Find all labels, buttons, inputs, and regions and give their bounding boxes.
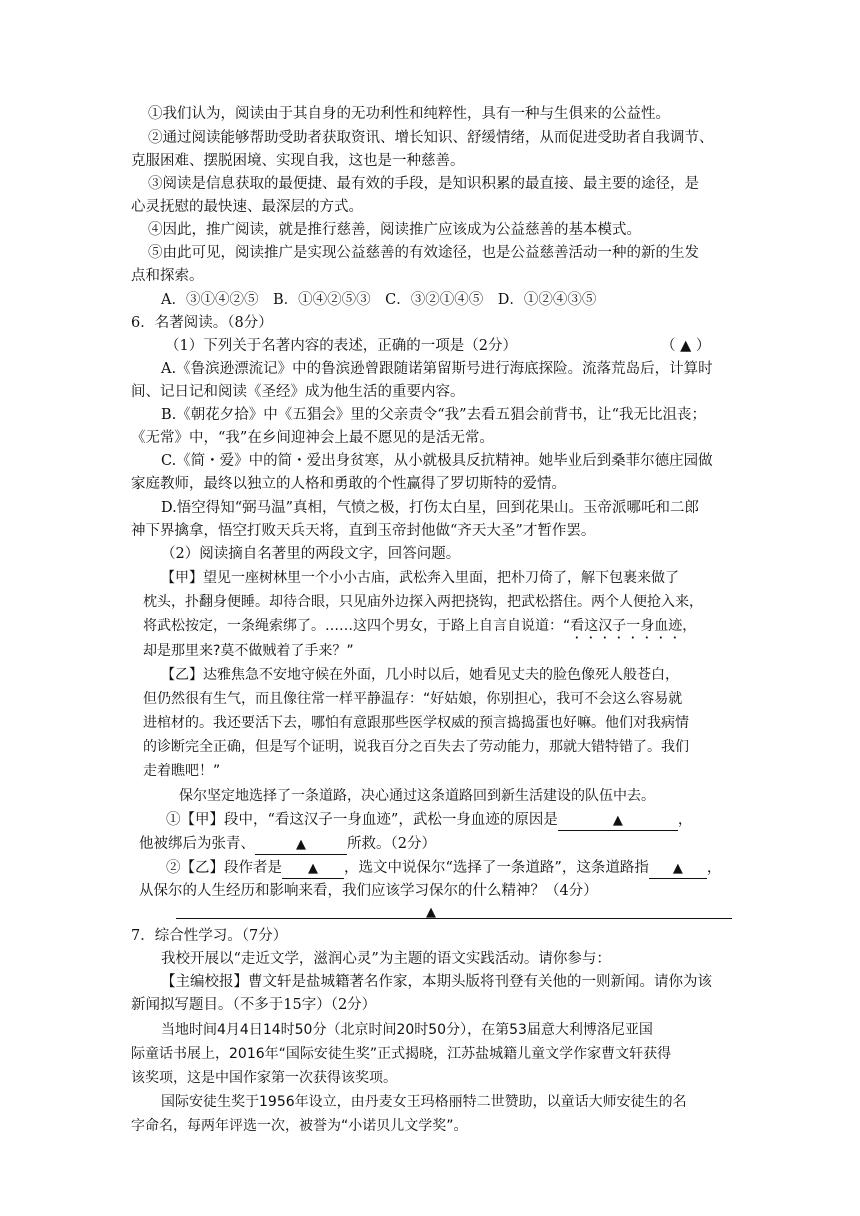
q6-part2-prompt: （2）阅读摘自名著里的两段文字，回答问题。: [161, 546, 461, 562]
q5-sentence-3-line2: 心灵抚慰的最快速、最深层的方式。: [131, 199, 363, 215]
news-line2: 际童话书展上，2016年“国际安徒生奖”正式揭晓，江苏盐城籍儿童文学作家曹文轩获得: [131, 1046, 672, 1062]
q5-sentence-3-line1: ③阅读是信息获取的最便捷、最有效的手段，是知识积累的最直接、最主要的途径，是: [148, 176, 699, 192]
q6-subquestion-1-line2: 他被绑后为张青、 ▲ 所救。（2分）: [139, 833, 436, 855]
excerpt-yi-line3: 进棺材的。我还要活下去，哪怕有意跟那些医学权威的预言捣捣蛋也好嘛。他们对我病情: [143, 715, 689, 731]
excerpt-yi-line6: 保尔坚定地选择了一条道路，决心通过这条道路回到新生活建设的队伍中去。: [179, 788, 655, 804]
excerpt-yi-line4: 的诊断完全正确，但是写个证明，说我百分之百失去了劳动能力，那就大错特错了。我们: [143, 739, 689, 755]
answer-blank[interactable]: [649, 859, 707, 879]
news-line1: 当地时间4月4日14时50分（北京时间20时50分），在第53届意大利博洛尼亚国: [161, 1022, 653, 1038]
triangle-mark-icon: ▲: [308, 861, 318, 876]
triangle-mark-icon: ▲: [612, 813, 623, 828]
q5-sentence-5-line1: ⑤由此可见，阅读推广是实现公益慈善的有效途径，也是公益慈善活动一种的新的生发: [148, 245, 699, 261]
excerpt-jia-line2: 枕头，扑翻身便睡。却待合眼，只见庙外边探入两把挠钩，把武松搭住。两个人便抢入来，: [143, 594, 703, 610]
q5-sentence-2-line1: ②通过阅读能够帮助受助者获取资讯、增长知识、舒缓情绪，从而促进受助者自我调节、: [148, 130, 714, 146]
q5-sentence-2-line2: 克服困难、摆脱困境、实现自我，这也是一种慈善。: [131, 153, 465, 169]
triangle-mark-icon: ▲: [296, 837, 306, 852]
answer-blank[interactable]: [558, 811, 678, 831]
emphasized-quote: 看这汉子一身血迹: [570, 618, 683, 634]
triangle-mark-icon: ▲: [426, 905, 436, 920]
q5-sentence-4: ④因此，推广阅读，就是推行慈善，阅读推广应该成为公益慈善的基本模式。: [148, 222, 641, 238]
q6-option-c-line2: 家庭教师，最终以独立的人格和勇敢的个性赢得了罗切斯特的爱情。: [131, 476, 566, 492]
q6-option-d-line1: D.悟空得知“弼马温”真相，气愤之极，打伤太白星，回到花果山。玉帝派哪吒和二郎: [161, 500, 700, 516]
q7-title: 7．综合性学习。（7分）: [131, 928, 288, 944]
q5-sentence-5-line2: 点和探索。: [131, 268, 204, 284]
answer-line[interactable]: [176, 918, 732, 919]
excerpt-jia-line3: 将武松按定，一条绳索绑了。……这四个男女，于路上自言自说道：“看这汉子一身血迹，: [143, 618, 697, 634]
q6-subquestion-2-line2: 从保尔的人生经历和影响来看，我们应该学习保尔的什么精神？（4分）: [139, 883, 598, 899]
answer-blank[interactable]: [282, 859, 344, 879]
q6-subquestion-2-line1: ②【乙】段作者是 ▲ ，选文中说保尔“选择了一条道路”，这条道路指 ▲ ，: [166, 857, 721, 879]
news-line3: 该奖项，这是中国作家第一次获得该奖项。: [131, 1070, 397, 1086]
q6-option-b-line1: B.《朝花夕拾》中《五猖会》里的父亲责令“我”去看五猖会前背书，让“我无比沮丧；: [161, 407, 706, 423]
q6-title: 6．名著阅读。（8分）: [131, 315, 273, 331]
q7-task-line2: 新闻拟写题目。（不多于15字）（2分）: [131, 997, 377, 1013]
q5-choices: A．③①④②⑤ B．①④②⑤③ C．③②①④⑤ D．①②④③⑤: [161, 292, 597, 308]
answer-blank[interactable]: [255, 835, 347, 855]
q7-task-line1: 【主编校报】曹文轩是盐城籍著名作家，本期头版将刊登有关他的一则新闻。请你为该: [161, 974, 712, 990]
excerpt-jia-line1: 【甲】望见一座树林里一个小小古庙，武松奔入里面，把朴刀倚了，解下包裹来做了: [161, 570, 679, 586]
q6-subquestion-1-line1: ①【甲】段中，“看这汉子一身血迹”，武松一身血迹的原因是 ▲ ，: [166, 809, 692, 831]
answer-line-mark: [426, 901, 436, 924]
q6-option-a-line2: 间、记日记和阅读《圣经》成为他生活的重要内容。: [131, 384, 465, 400]
news-line4: 国际安徒生奖于1956年设立，由丹麦女王玛格丽特二世赞助，以童话大师安徒生的名: [161, 1094, 687, 1110]
excerpt-yi-line2: 但仍然很有生气，而且像往常一样平静温存：“好姑娘，你别担心，我可不会这么容易就: [143, 691, 683, 707]
q6-part1-prompt: （1）下列关于名著内容的表述，正确的一项是（2分）: [165, 338, 517, 354]
excerpt-yi-line5: 走着瞧吧！”: [143, 763, 221, 779]
excerpt-yi-line1: 【乙】达雅焦急不安地守候在外面，几小时以后，她看见丈夫的脸色像死人般苍白，: [161, 667, 679, 683]
q5-sentence-1: ①我们认为，阅读由于其自身的无功利性和纯粹性，具有一种与生俱来的公益性。: [148, 106, 670, 122]
triangle-mark-icon: ▲: [672, 861, 683, 876]
q6-answer-box[interactable]: （ ▲ ）: [661, 338, 711, 354]
news-line5: 字命名，每两年评选一次，被誉为“小诺贝儿文学奖”。: [131, 1118, 468, 1134]
q6-option-b-line2: 《无常》中，“我”在乡间迎神会上最不愿见的是活无常。: [131, 430, 494, 446]
q6-option-a-line1: A.《鲁滨逊漂流记》中的鲁滨逊曾跟随诺第留斯号进行海底探险。流落荒岛后，计算时: [161, 361, 713, 377]
q6-option-c-line1: C.《简・爱》中的简・爱出身贫寒，从小就极具反抗精神。她毕业后到桑菲尔德庄园做: [161, 453, 713, 469]
q7-intro: 我校开展以“走近文学，滋润心灵”为主题的语文实践活动。请你参与：: [161, 951, 611, 967]
excerpt-jia-line4: 却是那里来?莫不做贼着了手来？”: [143, 643, 354, 659]
q6-option-d-line2: 神下界擒拿，悟空打败天兵天将，直到玉帝封他做“齐天大圣”才暂作罢。: [131, 523, 596, 539]
